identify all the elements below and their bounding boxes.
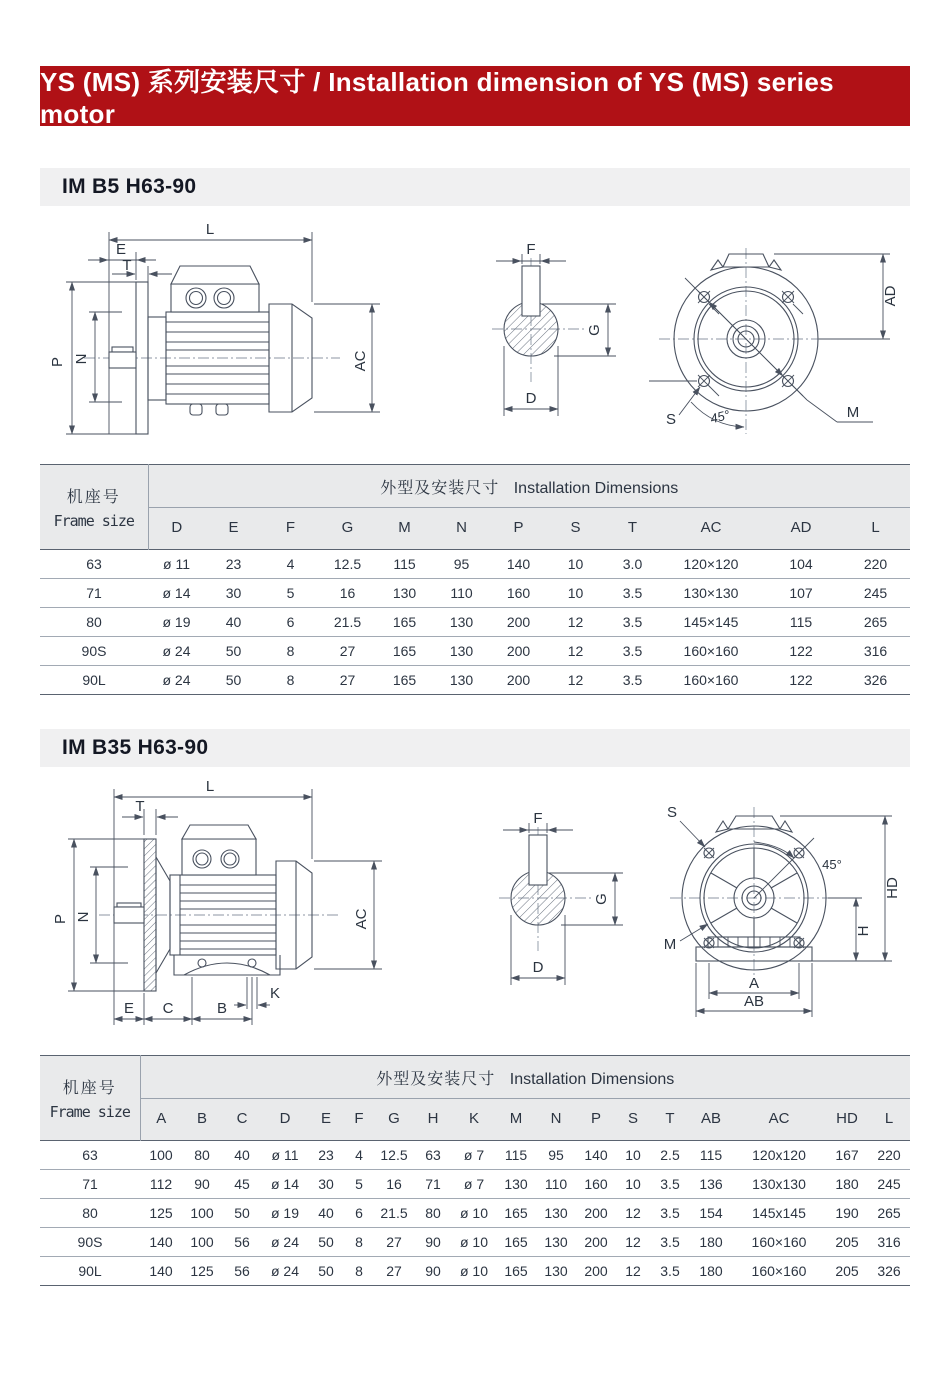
dimension-cell: 21.5 xyxy=(374,1199,414,1228)
installation-dimensions-en: Installation Dimensions xyxy=(509,1071,675,1088)
b5-table-body xyxy=(40,550,910,695)
dimension-label-AD: AD xyxy=(882,285,899,307)
dimension-cell: 316 xyxy=(841,637,910,666)
dimension-cell: 115 xyxy=(376,550,433,579)
dimension-cell: 50 xyxy=(308,1257,344,1286)
dimension-cell: 200 xyxy=(490,637,547,666)
frame-size-header-en: Frame size xyxy=(53,512,134,530)
section-heading-b5 xyxy=(40,168,910,206)
frame-size-cell: 63 xyxy=(40,550,148,579)
dimension-cell: 145x145 xyxy=(732,1199,826,1228)
dimension-cell: ø 10 xyxy=(452,1257,496,1286)
dimension-cell: 160 xyxy=(576,1170,616,1199)
dimension-cell: 140 xyxy=(140,1228,182,1257)
dimension-cell: 130 xyxy=(536,1228,576,1257)
dimension-cell: 200 xyxy=(576,1228,616,1257)
dimension-cell: 200 xyxy=(576,1257,616,1286)
column-header: G xyxy=(319,508,376,550)
dimension-cell: 165 xyxy=(376,637,433,666)
dimension-label-B: B xyxy=(216,1000,228,1017)
frame-size-cell: 90S xyxy=(40,1228,140,1257)
dimension-cell: 160 xyxy=(490,579,547,608)
column-header: K xyxy=(452,1099,496,1141)
dimension-label-HD: HD xyxy=(884,877,901,899)
dimension-cell: 100 xyxy=(140,1141,182,1170)
dimension-cell: 200 xyxy=(490,608,547,637)
column-header: L xyxy=(841,508,910,550)
dimension-cell: 40 xyxy=(308,1199,344,1228)
dimension-cell: 12 xyxy=(616,1199,650,1228)
frame-size-cell: 80 xyxy=(40,1199,140,1228)
dimension-cell: 90 xyxy=(182,1170,222,1199)
dimension-cell: ø 11 xyxy=(262,1141,308,1170)
dimension-cell: 220 xyxy=(841,550,910,579)
dimension-cell: 115 xyxy=(496,1141,536,1170)
dimension-cell: 40 xyxy=(222,1141,262,1170)
column-header: M xyxy=(496,1099,536,1141)
dimension-label-D: D xyxy=(532,959,544,976)
column-header: AD xyxy=(761,508,841,550)
b5-shaft-end-drawing xyxy=(478,230,628,445)
dimension-label-AC: AC xyxy=(353,908,370,930)
dimension-cell: 50 xyxy=(308,1228,344,1257)
frame-size-header-zh: 机座号 xyxy=(62,1080,117,1097)
dimension-label-K: K xyxy=(269,985,281,1002)
dimension-cell: 4 xyxy=(262,550,319,579)
dimension-label-H: H xyxy=(855,925,872,937)
dimension-cell: 10 xyxy=(616,1141,650,1170)
dimension-cell: 8 xyxy=(344,1257,374,1286)
dimension-cell: 3.5 xyxy=(650,1257,690,1286)
dimension-cell: 130 xyxy=(433,637,490,666)
dimension-label-S: S xyxy=(665,411,677,428)
dimension-cell: 130x130 xyxy=(732,1170,826,1199)
section-im-b5 xyxy=(40,168,910,695)
dimension-cell: 3.5 xyxy=(650,1228,690,1257)
dimension-label-D: D xyxy=(525,390,536,407)
dimension-cell: 10 xyxy=(547,579,604,608)
column-header: F xyxy=(262,508,319,550)
frame-size-cell: 71 xyxy=(40,1170,140,1199)
dimension-cell: 10 xyxy=(547,550,604,579)
dimension-cell: 165 xyxy=(496,1199,536,1228)
dimension-cell: 180 xyxy=(690,1257,732,1286)
dimension-cell: 23 xyxy=(205,550,262,579)
dimension-cell: 3.5 xyxy=(604,579,661,608)
dimension-label-T: T xyxy=(135,798,145,815)
frame-size-header-en: Frame size xyxy=(49,1103,130,1121)
dimension-cell: 8 xyxy=(262,666,319,695)
installation-dimensions-header xyxy=(140,1056,910,1099)
dimension-cell: 130 xyxy=(496,1170,536,1199)
dimension-cell: 136 xyxy=(690,1170,732,1199)
dimension-cell: 90 xyxy=(414,1228,452,1257)
dimension-cell: 12 xyxy=(547,608,604,637)
dimension-label-T: T xyxy=(122,257,132,274)
dimension-label-P: P xyxy=(52,913,69,925)
dimension-cell: 3.5 xyxy=(604,608,661,637)
dimension-cell: 265 xyxy=(841,608,910,637)
angle-label-45: 45° xyxy=(708,406,732,427)
dimension-cell: 160×160 xyxy=(661,637,761,666)
table-row xyxy=(40,1199,910,1228)
frame-size-cell: 90L xyxy=(40,1257,140,1286)
column-header: S xyxy=(547,508,604,550)
section-heading-b35 xyxy=(40,729,910,767)
section-heading-text: IM B5 H63-90 xyxy=(62,175,197,198)
dimension-cell: 6 xyxy=(344,1199,374,1228)
dimension-cell: 130 xyxy=(536,1257,576,1286)
dimension-cell: ø 19 xyxy=(262,1199,308,1228)
dimension-cell: 265 xyxy=(868,1199,910,1228)
column-header: C xyxy=(222,1099,262,1141)
column-header: S xyxy=(616,1099,650,1141)
table-row xyxy=(40,1257,910,1286)
column-header: P xyxy=(490,508,547,550)
installation-dimensions-header xyxy=(148,465,910,508)
dimension-cell: 130×130 xyxy=(661,579,761,608)
dimension-cell: 90 xyxy=(414,1257,452,1286)
section-im-b35 xyxy=(40,729,910,1286)
dimension-cell: 120×120 xyxy=(661,550,761,579)
dimension-cell: 104 xyxy=(761,550,841,579)
b35-table-body xyxy=(40,1141,910,1286)
dimension-cell: 160×160 xyxy=(732,1257,826,1286)
dimension-label-N: N xyxy=(73,353,90,365)
table-row xyxy=(40,579,910,608)
column-header: P xyxy=(576,1099,616,1141)
dimension-cell: 12 xyxy=(547,637,604,666)
b35-dimension-table xyxy=(40,1055,910,1286)
installation-dimensions-en: Installation Dimensions xyxy=(513,480,679,497)
dimension-cell: 56 xyxy=(222,1257,262,1286)
column-header: T xyxy=(650,1099,690,1141)
dimension-cell: 56 xyxy=(222,1228,262,1257)
dimension-cell: 326 xyxy=(868,1257,910,1286)
dimension-cell: ø 7 xyxy=(452,1170,496,1199)
dimension-cell: 130 xyxy=(433,666,490,695)
dimension-cell: 8 xyxy=(344,1228,374,1257)
dimension-cell: 316 xyxy=(868,1228,910,1257)
column-header: H xyxy=(414,1099,452,1141)
dimension-cell: ø 14 xyxy=(262,1170,308,1199)
column-header-row xyxy=(40,1099,910,1141)
dimension-cell: 2.5 xyxy=(650,1141,690,1170)
frame-size-cell: 63 xyxy=(40,1141,140,1170)
dimension-cell: 145×145 xyxy=(661,608,761,637)
dimension-cell: 165 xyxy=(376,608,433,637)
dimension-cell: 3.5 xyxy=(604,666,661,695)
column-header: D xyxy=(262,1099,308,1141)
b5-drawings xyxy=(40,216,910,456)
dimension-cell: 27 xyxy=(374,1228,414,1257)
dimension-cell: 122 xyxy=(761,637,841,666)
dimension-label-AC: AC xyxy=(352,350,369,372)
dimension-cell: 30 xyxy=(308,1170,344,1199)
installation-dimensions-zh: 外型及安装尺寸 xyxy=(376,1071,496,1088)
dimension-label-AB: AB xyxy=(743,993,765,1010)
dimension-cell: 21.5 xyxy=(319,608,376,637)
b5-side-view-drawing xyxy=(44,216,464,446)
dimension-cell: 12.5 xyxy=(319,550,376,579)
installation-dimensions-zh: 外型及安装尺寸 xyxy=(380,480,500,497)
table-row xyxy=(40,637,910,666)
dimension-cell: 205 xyxy=(826,1228,868,1257)
b35-side-view-drawing xyxy=(44,779,464,1029)
column-header: T xyxy=(604,508,661,550)
dimension-cell: 130 xyxy=(376,579,433,608)
dimension-cell: 16 xyxy=(374,1170,414,1199)
frame-size-cell: 90L xyxy=(40,666,148,695)
b5-flange-front-drawing xyxy=(641,234,906,454)
dimension-cell: 200 xyxy=(490,666,547,695)
dimension-cell: 165 xyxy=(376,666,433,695)
dimension-cell: 4 xyxy=(344,1141,374,1170)
b35-shaft-end-drawing xyxy=(485,799,635,1014)
column-header: E xyxy=(205,508,262,550)
dimension-cell: 8 xyxy=(262,637,319,666)
dimension-cell: 122 xyxy=(761,666,841,695)
dimension-cell: ø 7 xyxy=(452,1141,496,1170)
dimension-cell: 110 xyxy=(433,579,490,608)
dimension-label-G: G xyxy=(585,324,603,336)
dimension-label-P: P xyxy=(49,356,66,368)
dimension-cell: ø 10 xyxy=(452,1228,496,1257)
dimension-cell: 50 xyxy=(205,637,262,666)
dimension-cell: ø 24 xyxy=(148,637,205,666)
dimension-cell: 23 xyxy=(308,1141,344,1170)
table-row xyxy=(40,550,910,579)
b35-drawings xyxy=(40,779,910,1041)
dimension-cell: 63 xyxy=(414,1141,452,1170)
dimension-cell: 100 xyxy=(182,1199,222,1228)
dimension-label-G: G xyxy=(593,893,610,905)
dimension-cell: 115 xyxy=(761,608,841,637)
dimension-label-F: F xyxy=(533,810,543,827)
dimension-cell: 30 xyxy=(205,579,262,608)
dimension-cell: 120x120 xyxy=(732,1141,826,1170)
column-header: D xyxy=(148,508,205,550)
column-header: M xyxy=(376,508,433,550)
dimension-cell: 160×160 xyxy=(661,666,761,695)
frame-size-header-zh: 机座号 xyxy=(66,489,121,506)
dimension-label-L: L xyxy=(205,221,215,238)
dimension-cell: 12 xyxy=(547,666,604,695)
dimension-cell: 40 xyxy=(205,608,262,637)
dimension-cell: ø 10 xyxy=(452,1199,496,1228)
dimension-cell: 140 xyxy=(576,1141,616,1170)
dimension-cell: 3.5 xyxy=(650,1170,690,1199)
table-row xyxy=(40,666,910,695)
dimension-cell: 245 xyxy=(868,1170,910,1199)
dimension-cell: 110 xyxy=(536,1170,576,1199)
dimension-cell: 95 xyxy=(433,550,490,579)
b35-front-view-drawing xyxy=(656,785,906,1030)
dimension-cell: 12 xyxy=(616,1257,650,1286)
dimension-cell: 3.5 xyxy=(604,637,661,666)
dimension-cell: 180 xyxy=(826,1170,868,1199)
dimension-cell: 27 xyxy=(374,1257,414,1286)
column-header: L xyxy=(868,1099,910,1141)
dimension-cell: 112 xyxy=(140,1170,182,1199)
dimension-cell: 165 xyxy=(496,1257,536,1286)
dimension-label-M: M xyxy=(663,936,677,953)
dimension-cell: 71 xyxy=(414,1170,452,1199)
table-row xyxy=(40,1141,910,1170)
dimension-cell: 100 xyxy=(182,1228,222,1257)
table-row xyxy=(40,1228,910,1257)
dimension-cell: 80 xyxy=(182,1141,222,1170)
dimension-cell: 12 xyxy=(616,1228,650,1257)
column-header: A xyxy=(140,1099,182,1141)
column-header: AC xyxy=(661,508,761,550)
dimension-cell: 45 xyxy=(222,1170,262,1199)
dimension-cell: 27 xyxy=(319,666,376,695)
dimension-cell: 205 xyxy=(826,1257,868,1286)
dimension-cell: ø 24 xyxy=(262,1257,308,1286)
dimension-cell: 160×160 xyxy=(732,1228,826,1257)
dimension-cell: 3.5 xyxy=(650,1199,690,1228)
dimension-cell: 50 xyxy=(222,1199,262,1228)
dimension-cell: 80 xyxy=(414,1199,452,1228)
dimension-cell: 16 xyxy=(319,579,376,608)
dimension-cell: 50 xyxy=(205,666,262,695)
page-title: YS (MS) 系列安装尺寸 / Installation dimension of YS (MS) series motor xyxy=(40,67,834,129)
dimension-cell: 10 xyxy=(616,1170,650,1199)
dimension-cell: 165 xyxy=(496,1228,536,1257)
dimension-cell: 5 xyxy=(344,1170,374,1199)
dimension-label-L: L xyxy=(205,779,215,795)
column-header: E xyxy=(308,1099,344,1141)
dimension-cell: 220 xyxy=(868,1141,910,1170)
dimension-label-S: S xyxy=(666,804,678,821)
column-header-row xyxy=(40,508,910,550)
dimension-label-N: N xyxy=(75,911,92,923)
dimension-label-F: F xyxy=(525,241,536,258)
dimension-cell: ø 19 xyxy=(148,608,205,637)
dimension-cell: 140 xyxy=(490,550,547,579)
table-row xyxy=(40,1170,910,1199)
column-header: F xyxy=(344,1099,374,1141)
column-header: AB xyxy=(690,1099,732,1141)
column-header: G xyxy=(374,1099,414,1141)
dimension-cell: 326 xyxy=(841,666,910,695)
column-header: B xyxy=(182,1099,222,1141)
dimension-label-C: C xyxy=(162,1000,174,1017)
dimension-cell: 3.0 xyxy=(604,550,661,579)
dimension-cell: 6 xyxy=(262,608,319,637)
dimension-label-E: E xyxy=(123,1000,135,1017)
dimension-cell: 167 xyxy=(826,1141,868,1170)
dimension-cell: ø 24 xyxy=(262,1228,308,1257)
frame-size-cell: 71 xyxy=(40,579,148,608)
dimension-cell: 190 xyxy=(826,1199,868,1228)
page-title-banner xyxy=(40,66,910,129)
column-header: N xyxy=(433,508,490,550)
dimension-label-A: A xyxy=(748,975,760,992)
dimension-cell: 125 xyxy=(182,1257,222,1286)
section-heading-text: IM B35 H63-90 xyxy=(62,736,209,759)
dimension-cell: 200 xyxy=(576,1199,616,1228)
dimension-label-M: M xyxy=(846,404,860,421)
angle-label-45: 45° xyxy=(822,857,842,872)
frame-size-cell: 90S xyxy=(40,637,148,666)
dimension-cell: 12.5 xyxy=(374,1141,414,1170)
dimension-cell: 130 xyxy=(433,608,490,637)
column-header: HD xyxy=(826,1099,868,1141)
dimension-cell: 154 xyxy=(690,1199,732,1228)
table-row xyxy=(40,608,910,637)
column-header: AC xyxy=(732,1099,826,1141)
dimension-cell: ø 24 xyxy=(148,666,205,695)
dimension-cell: 180 xyxy=(690,1228,732,1257)
frame-size-header xyxy=(40,1056,140,1141)
dimension-cell: 107 xyxy=(761,579,841,608)
dimension-cell: 5 xyxy=(262,579,319,608)
dimension-cell: 140 xyxy=(140,1257,182,1286)
dimension-cell: ø 14 xyxy=(148,579,205,608)
column-header: N xyxy=(536,1099,576,1141)
dimension-cell: ø 11 xyxy=(148,550,205,579)
frame-size-cell: 80 xyxy=(40,608,148,637)
frame-size-header xyxy=(40,465,148,550)
dimension-cell: 125 xyxy=(140,1199,182,1228)
dimension-cell: 130 xyxy=(536,1199,576,1228)
dimension-cell: 27 xyxy=(319,637,376,666)
dimension-cell: 245 xyxy=(841,579,910,608)
b5-dimension-table xyxy=(40,464,910,695)
catalog-page xyxy=(40,66,910,1286)
dimension-cell: 95 xyxy=(536,1141,576,1170)
dimension-label-E: E xyxy=(115,241,127,258)
dimension-cell: 115 xyxy=(690,1141,732,1170)
